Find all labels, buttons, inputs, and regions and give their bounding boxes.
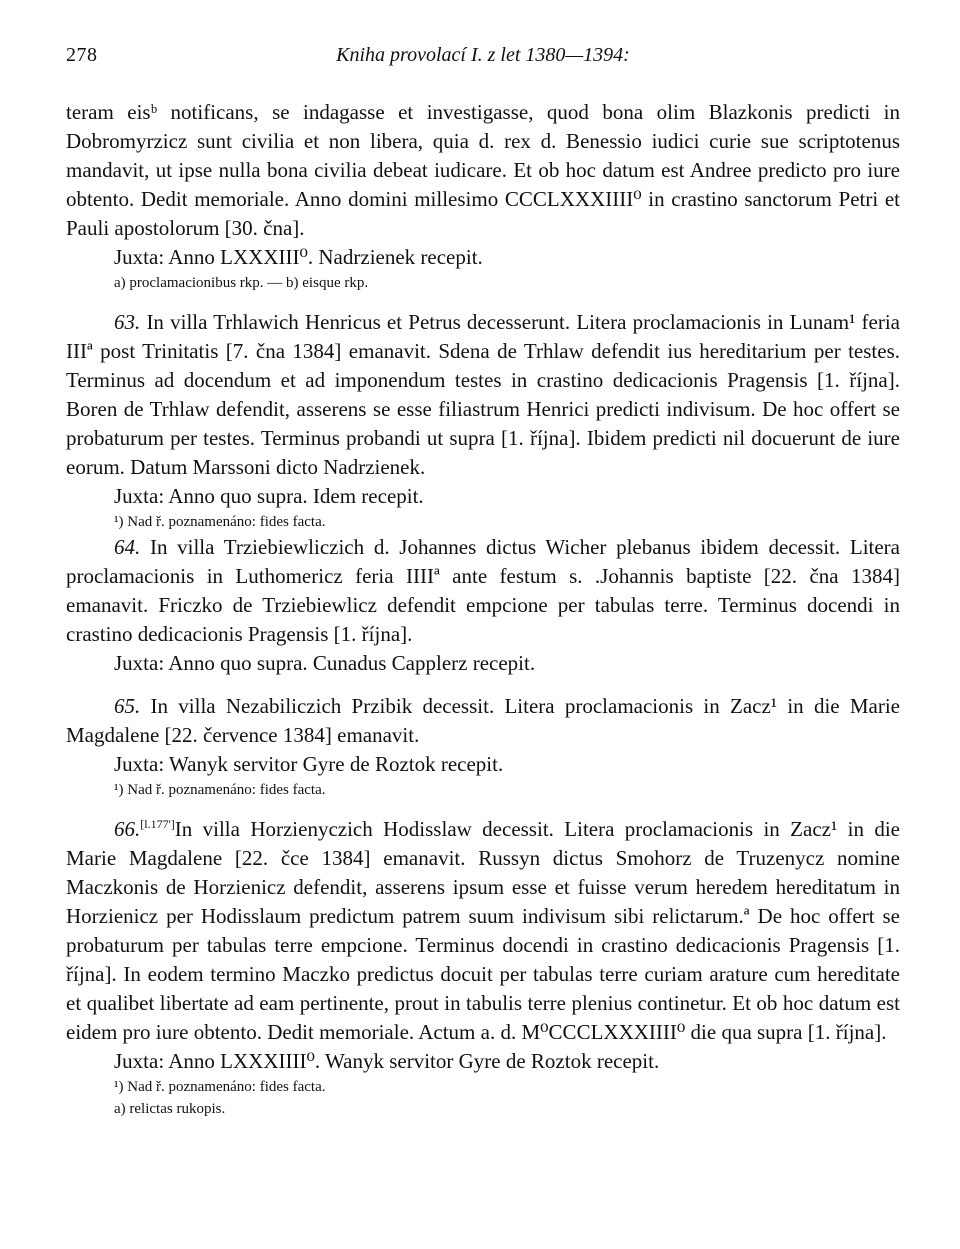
entry-number: 65. [114,694,141,718]
entry-text: In villa Horzienyczich Hodisslaw decessit. Litera proclamacionis in Zacz¹ in die Marie Magdalene [22. čce 1384] emanavit. Russyn dictus Smohorz de Truzenycz nomine Maczkonis de Horzienicz defendit, asserens ipsum esse et fuisse verum heredem hereditatum in Horzienicz per Hodisslaum predictum patrem suum indivisum sibi relictarum.ª De hoc offert se probaturum per tabulas terre empcione. Terminus docendi in crastino dedicacionis Pragensis [1. října]. In eodem termino Maczko predictus docuit per tabulas terre curiam arature cum hereditate et qualibet libertate ad eam pertinente, prout in tabulis terre plenius continetur. Et ob hoc datum est eidem pro iure obtento. Dedit memoriale. Actum a. d. M⁰CCCLXXXIIII⁰ die qua supra [1. října]. [66,817,900,1044]
entry-number: 64. [114,535,141,559]
entry-number: 63. [114,310,141,334]
entry-juxta: Juxta: Wanyk servitor Gyre de Roztok recepit. [114,752,504,776]
entry-juxta: Juxta: Anno quo supra. Cunadus Capplerz recepit. [114,651,536,675]
entry-footnote: ¹) Nad ř. poznamenáno: fides facta. [114,782,326,798]
entry-text: In villa Trziebiewliczich d. Johannes dictus Wicher plebanus ibidem decessit. Litera proclamacionis in Luthomericz feria IIIIª ante festum s. .Johannis baptiste [22. čna 1384] emanavit. Friczko de Trziebiewlicz defendit empcione per tabulas terre. Terminus docendi in crastino dedicacionis Pragensis [1. října]. [66,535,900,646]
entry-text: In villa Trhlawich Henricus et Petrus decesserunt. Litera proclamacionis in Lunam¹ feria IIIª post Trinitatis [7. čna 1384] emanavit. Sdena de Trhlaw defendit ius hereditarium per testes. Terminus ad docendum et ad imponendum testes in crastino dedicacionis Pragensis [1. října]. Boren de Trhlaw defendit, asserens se esse filiastrum Henrici predicti indivisum. De hoc offert se probaturum per testes. Terminus probandi ut supra [1. října]. Ibidem predicti nil docuerunt de iure eorum. Datum Marssoni dicto Nadrzienek. [66,310,901,479]
page-number: 278 [66,44,98,66]
intro-footnotes: a) proclamacionibus rkp. — b) eisque rkp. [114,275,369,291]
running-header [66,44,900,70]
entry-footnote: ¹) Nad ř. poznamenáno: fides facta. [114,514,326,530]
page-body [66,98,900,1120]
document-page [66,44,900,1120]
entry-juxta: Juxta: Anno quo supra. Idem recepit. [114,484,424,508]
entry-footnote: ¹) Nad ř. poznamenáno: fides facta. [114,1079,326,1095]
entry-juxta: Juxta: Anno LXXXIIII⁰. Wanyk servitor Gyre de Roztok recepit. [114,1049,660,1073]
entry-64 [66,533,900,678]
entry-footnote-a: a) relictas rukopis. [114,1101,226,1117]
intro-juxta: Juxta: Anno LXXXIII⁰. Nadrzienek recepit. [114,245,483,269]
entry-63 [66,308,900,533]
intro-paragraph: teram eisᵇ notificans, se indagasse et investigasse, quod bona olim Blazkonis predicti in Dobromyrzicz sunt civilia et non libera, quia d. rex d. Benessio iudici curie sue scriptotenus mandavit, ut ipse nulla bona civilia debeat iudicare. Et ob hoc datum est Andree predicto pro iure obtento. Dedit memoriale. Anno domini millesimo CCCLXXXIIII⁰ in crastino sanctorum Petri et Pauli apostolorum [30. čna]. [66,100,900,240]
folio-marker: [l.177'] [140,817,175,831]
running-title: Kniha provolací I. z let 1380—1394: [336,44,630,66]
entry-65 [66,692,900,801]
entry-number: 66. [114,817,141,841]
entry-text: In villa Nezabiliczich Przibik decessit. Litera proclamacionis in Zacz¹ in die Marie Magdalene [22. července 1384] emanavit. [66,694,900,747]
entry-66 [66,815,900,1120]
